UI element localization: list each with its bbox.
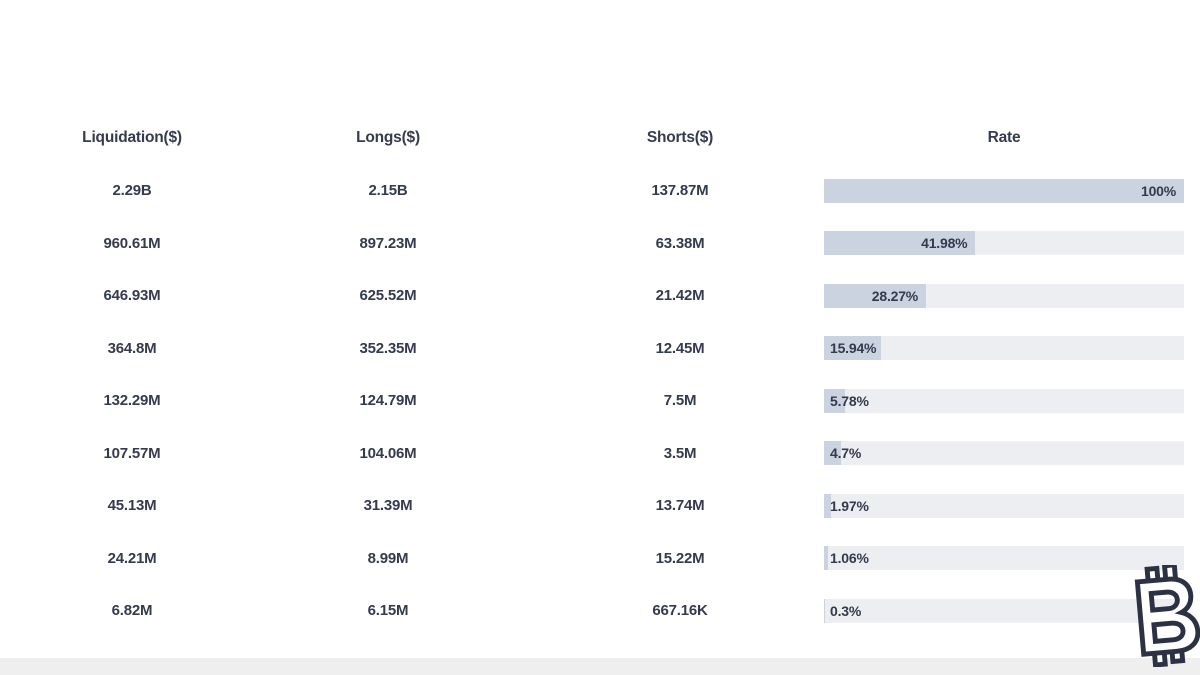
rate-bar-label: 5.78% xyxy=(830,392,869,409)
rate-bar-label: 41.98% xyxy=(921,235,968,252)
rate-bar xyxy=(824,494,1184,518)
table-row xyxy=(0,427,1200,480)
header-longs: Longs($) xyxy=(356,129,420,147)
liquidation-table xyxy=(0,112,1200,637)
bottom-bar xyxy=(0,658,1200,675)
header-liquidation: Liquidation($) xyxy=(82,129,182,147)
longs-value: 104.06M xyxy=(359,444,417,462)
rate-bar xyxy=(824,179,1184,203)
shorts-value: 12.45M xyxy=(655,339,705,357)
shorts-value: 13.74M xyxy=(655,497,705,515)
rate-cell xyxy=(824,322,1184,375)
liquidation-value: 107.57M xyxy=(103,444,161,462)
rate-bar-fill xyxy=(824,179,1184,203)
liquidation-value: 364.8M xyxy=(107,339,157,357)
table-row xyxy=(0,217,1200,270)
table-row xyxy=(0,270,1200,323)
rate-bar-label: 28.27% xyxy=(871,287,919,304)
rate-cell xyxy=(824,375,1184,428)
longs-value: 6.15M xyxy=(367,602,409,620)
rate-bar-fill xyxy=(824,599,825,623)
shorts-value: 21.42M xyxy=(655,287,705,305)
bitcoin-icon xyxy=(1114,565,1200,667)
shorts-value: 7.5M xyxy=(663,392,697,410)
shorts-value: 3.5M xyxy=(663,444,697,462)
rate-cell xyxy=(824,165,1184,218)
rate-cell xyxy=(824,217,1184,270)
rate-cell xyxy=(824,270,1184,323)
table-row xyxy=(0,532,1200,585)
header-shorts: Shorts($) xyxy=(646,129,714,147)
table-row xyxy=(0,480,1200,533)
rate-bar xyxy=(824,284,1184,308)
table-row xyxy=(0,322,1200,375)
longs-value: 625.52M xyxy=(359,287,417,305)
liquidation-value: 45.13M xyxy=(107,497,157,515)
liquidation-value: 24.21M xyxy=(107,549,157,567)
rate-bar-label: 0.3% xyxy=(830,602,862,619)
rate-bar-label: 100% xyxy=(1141,182,1177,199)
liquidation-value: 132.29M xyxy=(103,392,161,410)
liquidation-value: 960.61M xyxy=(103,234,161,252)
rate-bar-label: 4.7% xyxy=(830,445,862,462)
shorts-value: 667.16K xyxy=(652,602,708,620)
table-body xyxy=(0,165,1200,638)
shorts-value: 15.22M xyxy=(655,549,705,567)
rate-cell xyxy=(824,480,1184,533)
table-row xyxy=(0,165,1200,218)
rate-bar-label: 1.97% xyxy=(830,497,869,514)
rate-bar-label: 1.06% xyxy=(830,550,869,567)
shorts-value: 137.87M xyxy=(651,182,709,200)
table-row xyxy=(0,375,1200,428)
table-row xyxy=(0,585,1200,638)
liquidation-value: 2.29B xyxy=(112,182,152,200)
rate-bar xyxy=(824,231,1184,255)
longs-value: 897.23M xyxy=(359,234,417,252)
shorts-value: 63.38M xyxy=(655,234,705,252)
table-header-row xyxy=(0,112,1200,165)
header-rate: Rate xyxy=(987,129,1021,147)
rate-bar xyxy=(824,336,1184,360)
rate-bar-label: 15.94% xyxy=(830,340,877,357)
longs-value: 2.15B xyxy=(368,182,408,200)
longs-value: 352.35M xyxy=(359,339,417,357)
rate-bar xyxy=(824,389,1184,413)
longs-value: 8.99M xyxy=(367,549,409,567)
longs-value: 124.79M xyxy=(359,392,417,410)
longs-value: 31.39M xyxy=(363,497,413,515)
rate-cell xyxy=(824,427,1184,480)
rate-bar xyxy=(824,441,1184,465)
rate-bar-fill xyxy=(824,546,828,570)
liquidation-value: 646.93M xyxy=(103,287,161,305)
liquidation-value: 6.82M xyxy=(111,602,153,620)
